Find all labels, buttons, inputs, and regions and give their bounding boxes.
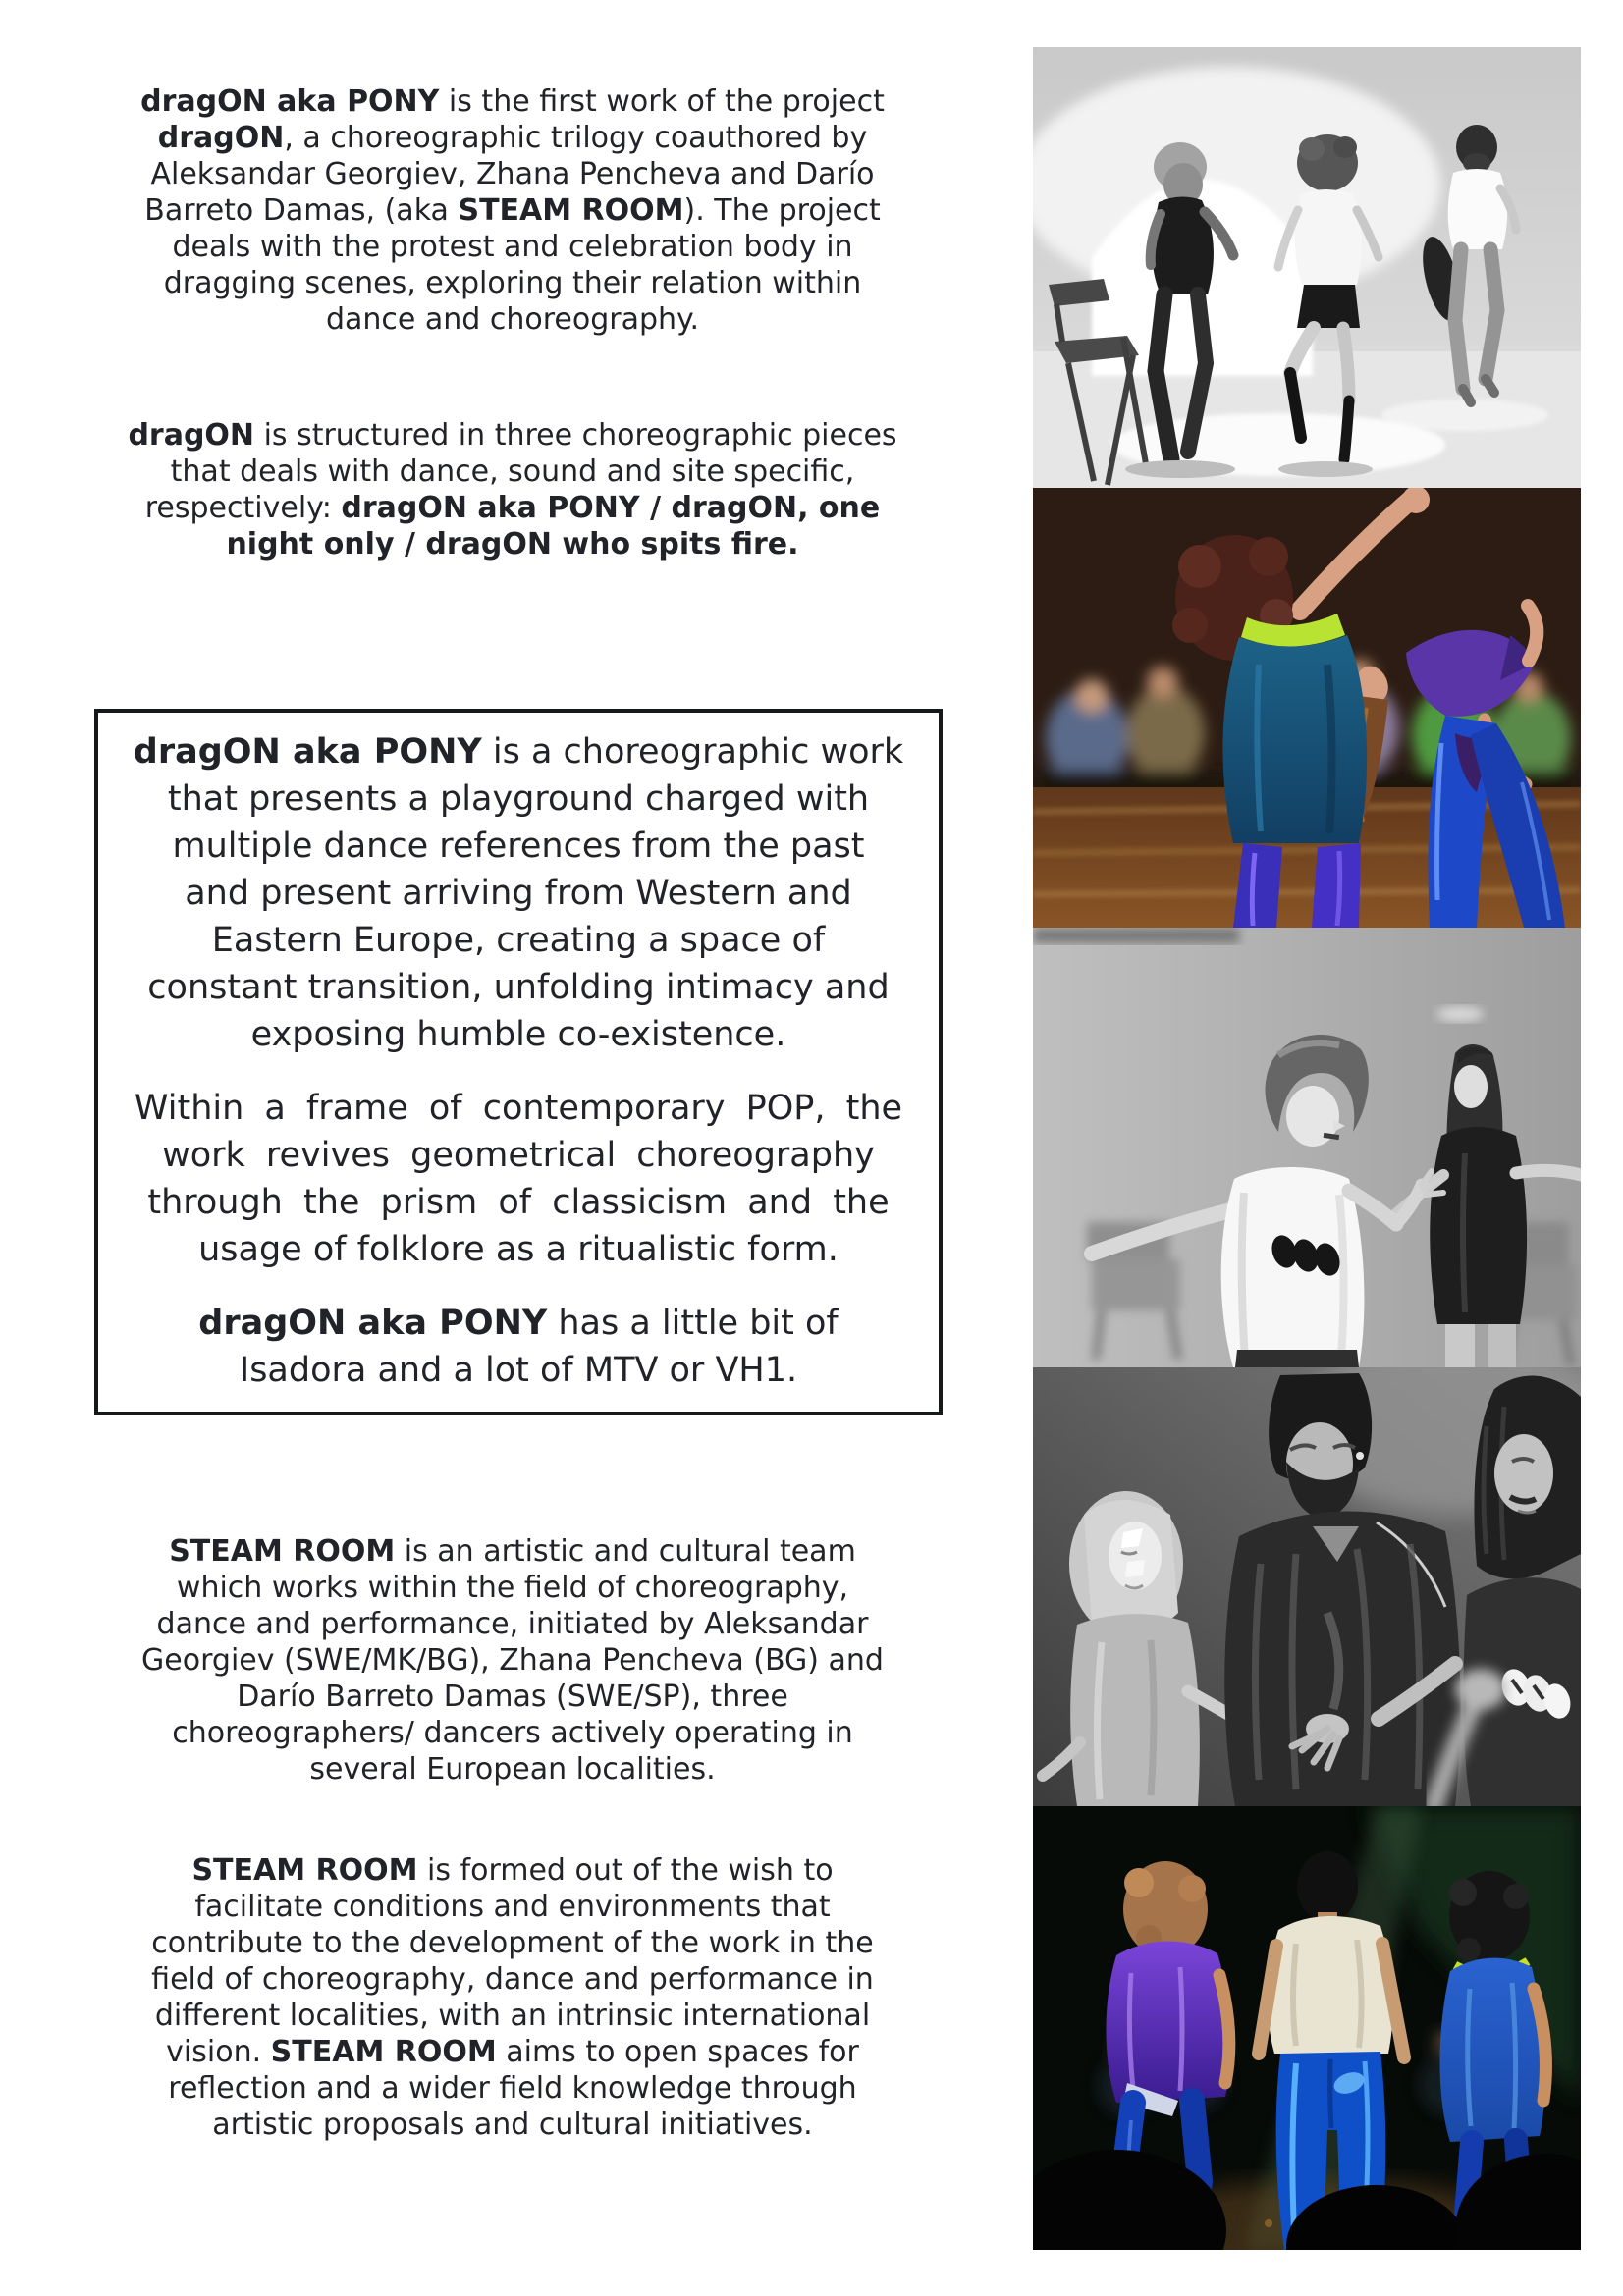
- text-line: dance and performance, initiated by Aleksandar: [156, 1607, 869, 1641]
- photo-performance-duo: [1033, 488, 1581, 928]
- text-line: Within a frame of contemporary POP, the: [134, 1089, 903, 1128]
- photo-rehearsal-duo-art: [1033, 928, 1581, 1367]
- text-line: vision. STEAM ROOM aims to open spaces for: [166, 2035, 859, 2069]
- text-line: dragON, a choreographic trilogy coauthored by: [157, 121, 868, 155]
- text-line: exposing humble co-existence.: [250, 1015, 786, 1054]
- text-line: choreographers/ dancers actively operating in: [172, 1716, 853, 1750]
- text-line: constant transition, unfolding intimacy and: [147, 968, 890, 1007]
- text-line: respectively: dragON aka PONY / dragON, one: [144, 491, 881, 525]
- text-line: dragging scenes, exploring their relation within: [163, 266, 862, 300]
- photo-studio-trio-art: [1033, 47, 1581, 488]
- text-line: field of choreography, dance and performance in: [151, 1962, 874, 1997]
- photo-closeup-trio: [1033, 1367, 1581, 1806]
- text-line: Aleksandar Georgiev, Zhana Pencheva and Darío: [150, 157, 875, 191]
- text-line: Darío Barreto Damas (SWE/SP), three: [237, 1680, 788, 1714]
- photo-studio-trio: [1033, 47, 1581, 488]
- text-line: Eastern Europe, creating a space of: [211, 921, 826, 960]
- text-line: Isadora and a lot of MTV or VH1.: [239, 1351, 798, 1390]
- text-line: different localities, with an intrinsic international: [154, 1999, 871, 2033]
- text-line: night only / dragON who spits fire.: [226, 527, 799, 561]
- text-line: dragON aka PONY is a choreographic work: [133, 732, 904, 772]
- text-line: STEAM ROOM is an artistic and cultural team: [169, 1534, 856, 1569]
- photo-closeup-trio-art: [1033, 1367, 1581, 1806]
- text-line: dragON aka PONY has a little bit of: [198, 1304, 839, 1343]
- photo-stage-backs-art: [1033, 1806, 1581, 2250]
- text-line: and present arriving from Western and: [185, 874, 852, 913]
- paragraph-intro: [90, 83, 935, 338]
- text-line: reflection and a wider field knowledge through: [168, 2071, 857, 2106]
- text-line: dragON is structured in three choreographic pieces: [128, 418, 897, 453]
- box-paragraph-1: [102, 728, 935, 1058]
- photo-rehearsal-duo: [1033, 928, 1581, 1367]
- photo-performance-duo-art: [1033, 488, 1581, 928]
- box-paragraph-2: [102, 1085, 935, 1273]
- text-line: contribute to the development of the work in the: [151, 1926, 874, 1960]
- photo-stage-backs: [1033, 1806, 1581, 2250]
- paragraph-structure: [90, 417, 935, 562]
- text-line: Georgiev (SWE/MK/BG), Zhana Pencheva (BG) and: [141, 1643, 884, 1678]
- text-line: usage of folklore as a ritualistic form.: [198, 1230, 839, 1269]
- text-line: Barreto Damas, (aka STEAM ROOM). The project: [144, 193, 881, 228]
- text-line: deals with the protest and celebration body in: [172, 230, 853, 264]
- text-line: multiple dance references from the past: [172, 827, 865, 866]
- text-line: artistic proposals and cultural initiatives.: [212, 2108, 813, 2142]
- text-line: that presents a playground charged with: [167, 779, 870, 819]
- paragraph-steam-room-2: [90, 1852, 935, 2143]
- text-line: work revives geometrical choreography: [162, 1136, 875, 1175]
- text-line: dance and choreography.: [325, 302, 700, 337]
- box-paragraph-3: [102, 1300, 935, 1394]
- text-line: through the prism of classicism and the: [147, 1183, 890, 1222]
- text-line: dragON aka PONY is the first work of the project: [140, 84, 885, 119]
- text-line: STEAM ROOM is formed out of the wish to: [191, 1853, 834, 1888]
- paragraph-steam-room-1: [90, 1533, 935, 1788]
- text-line: which works within the field of choreography,: [176, 1571, 849, 1605]
- text-line: facilitate conditions and environments that: [194, 1890, 831, 1924]
- statement-box: [94, 709, 943, 1415]
- photo-column: [1033, 47, 1581, 2250]
- text-line: several European localities.: [309, 1752, 716, 1787]
- text-line: that deals with dance, sound and site specific,: [170, 454, 855, 489]
